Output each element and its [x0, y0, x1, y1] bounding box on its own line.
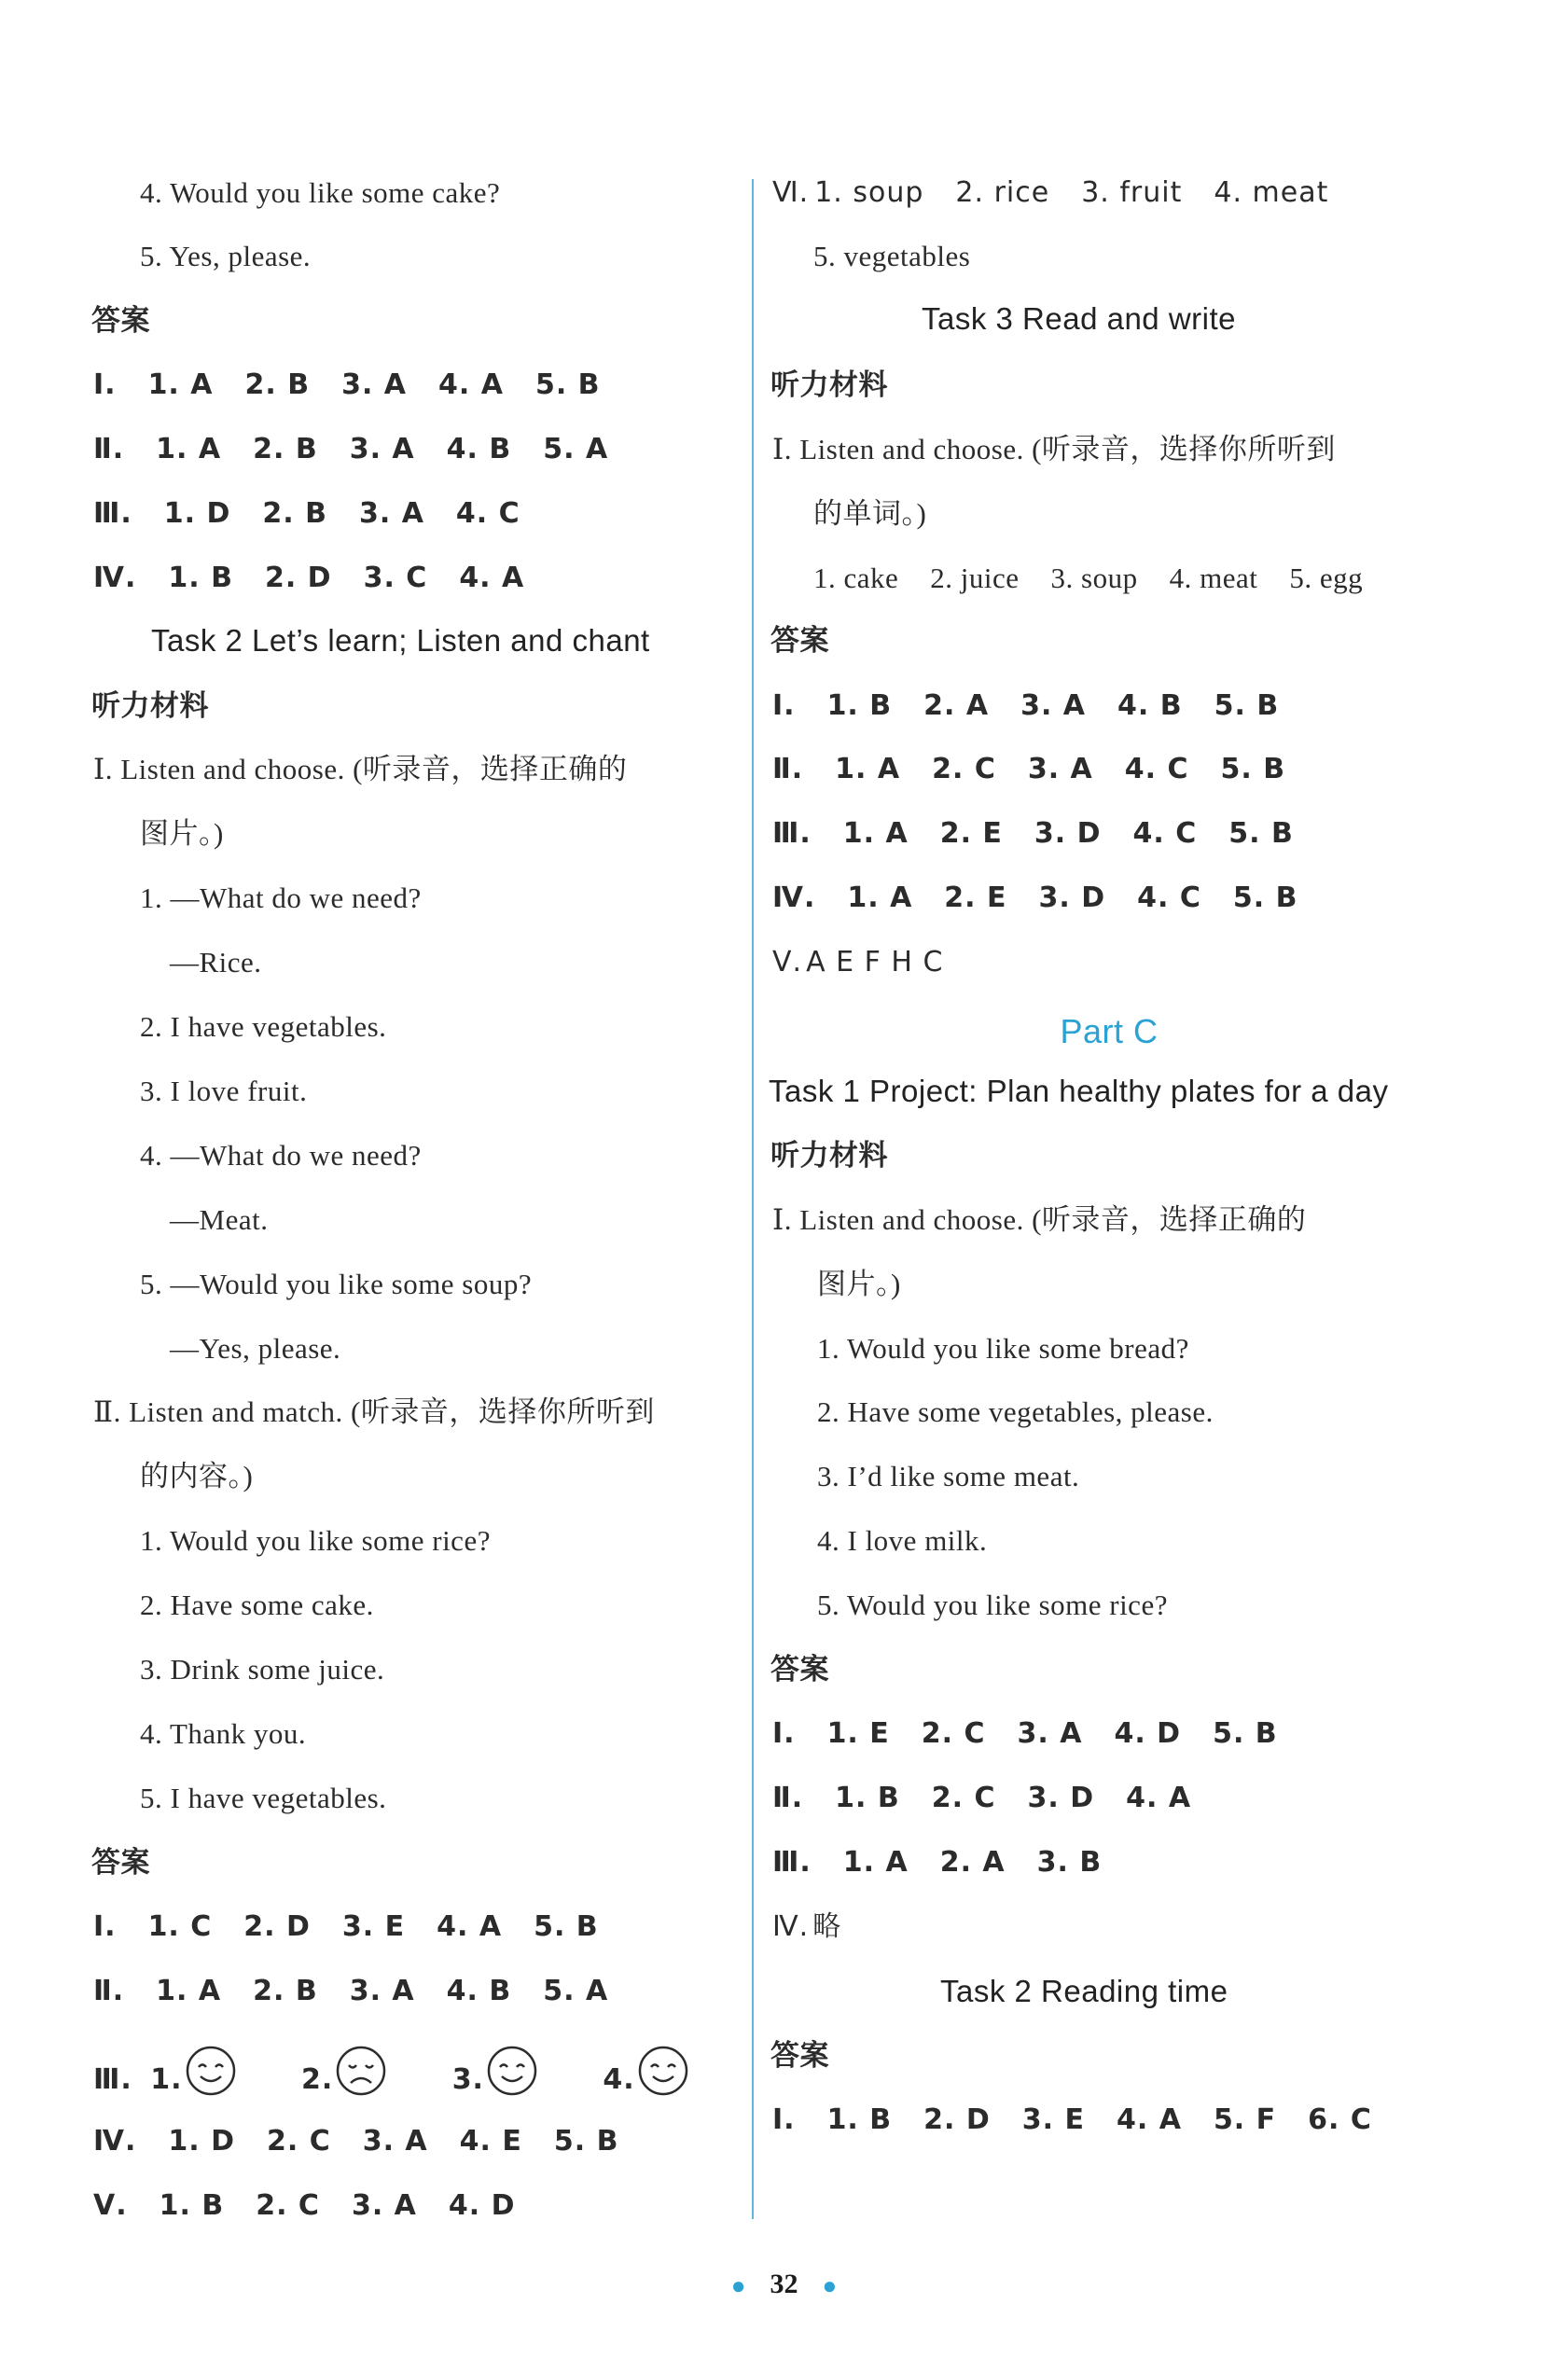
dialog-line: 2. Have some cake. [140, 1589, 374, 1621]
bullet-icon: ● [730, 2272, 746, 2300]
dialog-line: 2. I have vegetables. [140, 1010, 387, 1043]
dialog-line: 4. Thank you. [140, 1717, 307, 1750]
answer-row: Ⅰ. 1. E 2. C 3. A 4. D 5. B [772, 1717, 1278, 1750]
dialog-line: 1. Would you like some bread? [817, 1332, 1189, 1365]
dialog-line: —Meat. [170, 1203, 269, 1236]
part-heading: Part C [1060, 1012, 1159, 1050]
answer-row: Ⅴ. A E F H C [772, 946, 944, 978]
task-title: Task 2 Reading time [940, 1974, 1228, 2008]
task-title: Task 2 Let’s learn; Listen and chant [151, 623, 650, 658]
page-number: 32 [770, 2269, 798, 2299]
answer-row: Ⅲ. 1. A 2. E 3. D 4. C 5. B [772, 817, 1294, 850]
answer-row: Ⅳ. 1. A 2. E 3. D 4. C 5. B [772, 881, 1298, 914]
section-heading-cont: 图片。) [140, 817, 224, 850]
dialog-line: 3. Drink some juice. [140, 1653, 385, 1686]
answer-row: Ⅴ. 1. B 2. C 3. A 4. D [93, 2189, 516, 2222]
smile-face-icon [637, 2045, 689, 2116]
answer-row: Ⅱ. 1. B 2. C 3. D 4. A [772, 1782, 1192, 1814]
answer-row: Ⅲ. 1. A 2. A 3. B [772, 1846, 1103, 1879]
answers-heading: 答案 [770, 624, 829, 657]
dialog-line: 1. —What do we need? [140, 881, 422, 914]
task-title: Task 1 Project: Plan healthy plates for a day [769, 1074, 1389, 1108]
answer-row: Ⅰ. 1. A 2. B 3. A 4. A 5. B [93, 368, 601, 401]
word-list: 1. cake 2. juice 3. soup 4. meat 5. egg [813, 562, 1364, 594]
dialog-line: 5. —Would you like some soup? [140, 1268, 533, 1300]
dialog-line: 5. Yes, please. [140, 240, 312, 272]
answer-row-cont: 5. vegetables [813, 240, 971, 272]
answer-row: Ⅳ. 1. B 2. D 3. C 4. A [93, 562, 525, 594]
task-title: Task 3 Read and write [922, 301, 1237, 336]
frown-face-icon [335, 2045, 387, 2116]
answer-row: Ⅰ. 1. B 2. A 3. A 4. B 5. B [772, 689, 1280, 722]
dialog-line: 1. Would you like some rice? [140, 1524, 491, 1557]
answer-row: Ⅳ. 1. D 2. C 3. A 4. E 5. B [93, 2125, 619, 2158]
answers-heading: 答案 [770, 1653, 829, 1686]
answer-row: Ⅱ. 1. A 2. B 3. A 4. B 5. A [93, 433, 609, 465]
dialog-line: 5. Would you like some rice? [817, 1589, 1168, 1621]
face-answer-row: Ⅲ. 1. 2. 3. 4. [93, 2045, 743, 2101]
dialog-line: 5. I have vegetables. [140, 1782, 387, 1814]
section-heading: Ⅱ. Listen and match. (听录音，选择你所听到 [93, 1395, 655, 1428]
section-heading: Ⅰ. Listen and choose. (听录音，选择你所听到 [772, 433, 1336, 465]
section-heading: Ⅰ. Listen and choose. (听录音，选择正确的 [93, 753, 628, 785]
answers-heading: 答案 [770, 2039, 829, 2072]
section-heading-cont: 图片。) [817, 1268, 901, 1300]
dialog-line: 3. I’d like some meat. [817, 1460, 1080, 1492]
answer-row: Ⅱ. 1. A 2. B 3. A 4. B 5. A [93, 1975, 609, 2007]
dialog-line: —Yes, please. [170, 1332, 341, 1365]
dialog-line: 4. Would you like some cake? [140, 176, 501, 209]
answer-row: Ⅵ. 1. soup 2. rice 3. fruit 4. meat [772, 176, 1329, 209]
bullet-icon: ● [822, 2272, 838, 2300]
listening-heading: 听力材料 [770, 1139, 888, 1172]
smile-face-icon [185, 2045, 237, 2116]
page-footer [0, 2269, 1568, 2300]
answer-row: Ⅱ. 1. A 2. C 3. A 4. C 5. B [772, 753, 1286, 785]
section-heading-cont: 的单词。) [813, 497, 927, 530]
section-heading-cont: 的内容。) [140, 1460, 254, 1492]
smile-face-icon [486, 2045, 538, 2116]
dialog-line: 3. I love fruit. [140, 1075, 308, 1107]
answer-row: Ⅰ. 1. C 2. D 3. E 4. A 5. B [93, 1910, 599, 1943]
listening-heading: 听力材料 [91, 689, 209, 722]
dialog-line: 2. Have some vegetables, please. [817, 1395, 1214, 1428]
dialog-line: —Rice. [170, 946, 262, 978]
answers-heading: 答案 [91, 304, 150, 337]
answer-row: Ⅲ. 1. D 2. B 3. A 4. C [93, 497, 520, 530]
answer-row: Ⅰ. 1. B 2. D 3. E 4. A 5. F 6. C [772, 2103, 1372, 2136]
section-heading: Ⅰ. Listen and choose. (听录音，选择正确的 [772, 1203, 1307, 1236]
listening-heading: 听力材料 [770, 368, 888, 401]
column-divider [752, 179, 754, 2219]
dialog-line: 4. —What do we need? [140, 1139, 422, 1172]
answer-row: Ⅳ. 略 [772, 1910, 842, 1943]
answers-heading: 答案 [91, 1846, 150, 1879]
dialog-line: 4. I love milk. [817, 1524, 988, 1557]
